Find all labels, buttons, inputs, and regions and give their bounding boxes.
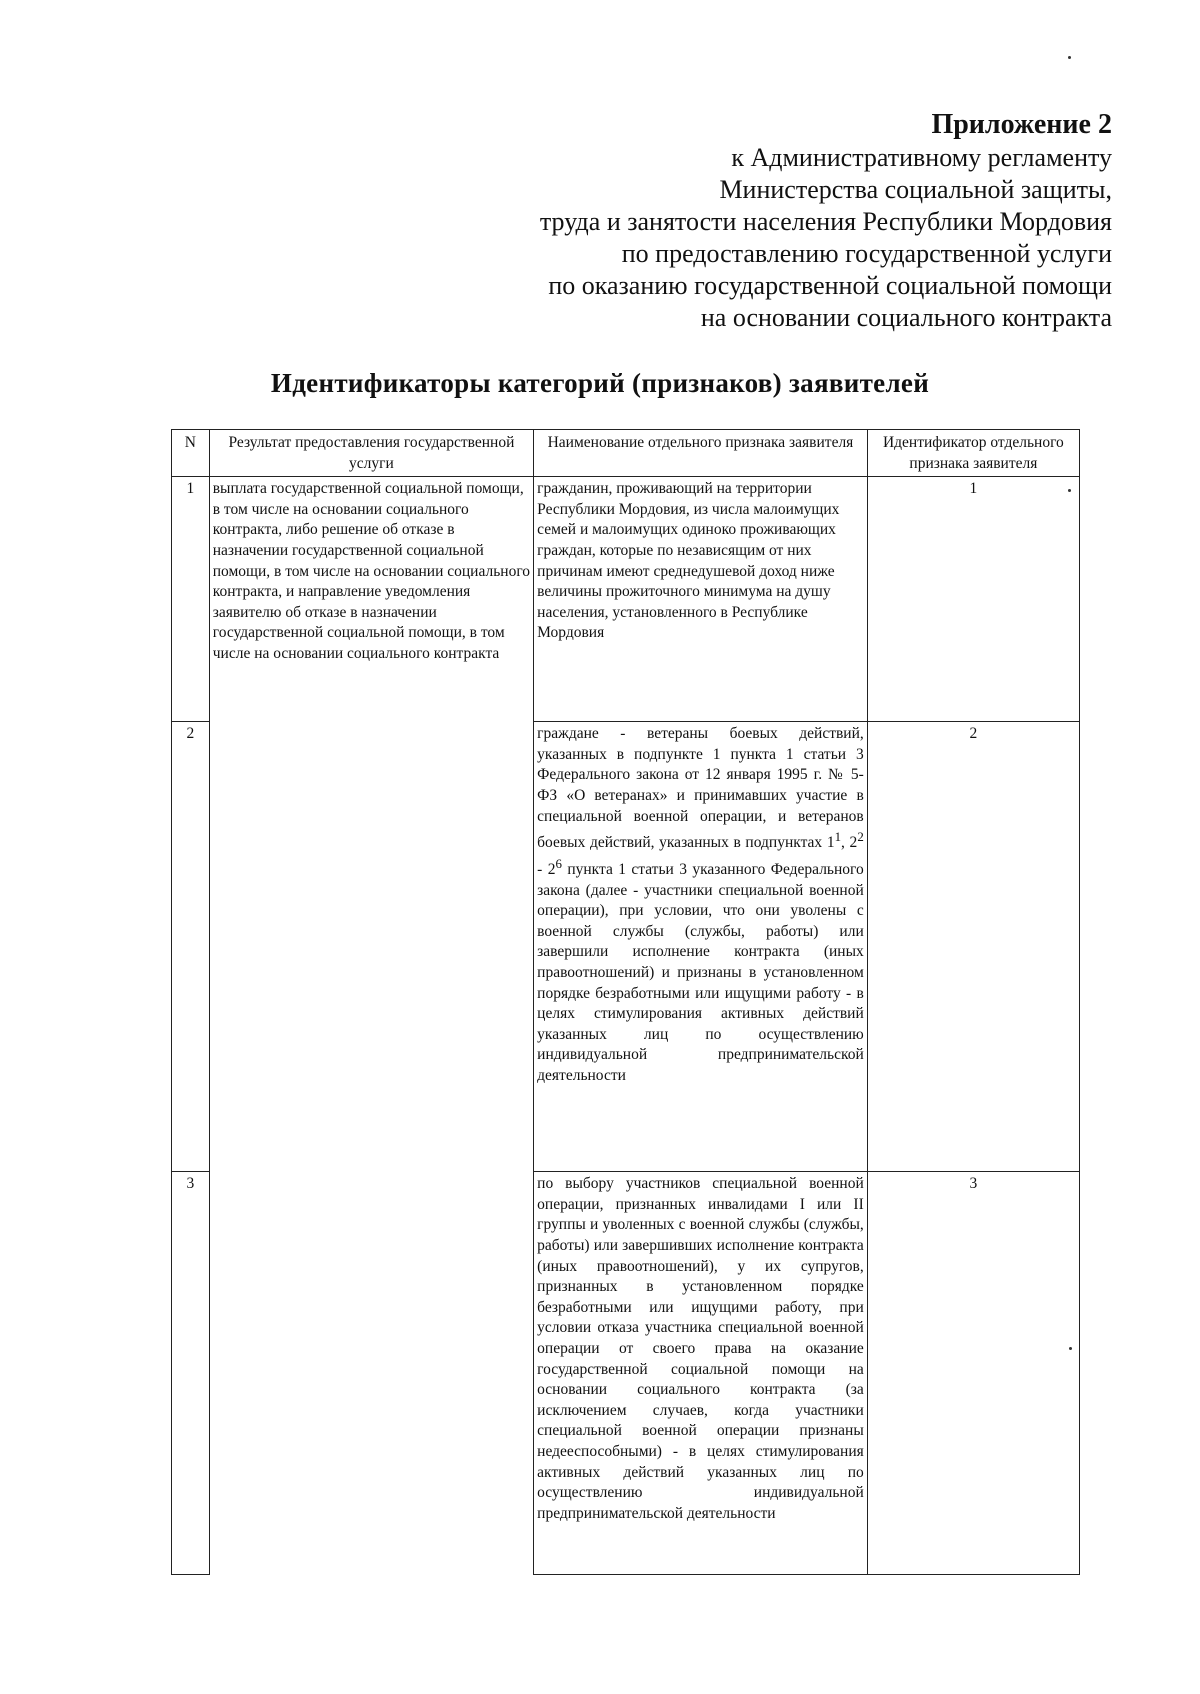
feature-name-text: , 2 xyxy=(841,834,858,852)
superscript: 2 xyxy=(857,829,864,845)
header-name: Наименование отдельного признака заявителя xyxy=(534,430,868,477)
table-header-row xyxy=(172,430,1080,477)
result-cell xyxy=(209,477,533,1575)
row-number: 1 xyxy=(172,477,210,722)
result-text: выплата государственной социальной помощи, в том числе на основании социального контракта, либо решение об отказе в назначении государственной социальной помощи, в том числе на основании социального контракта, и направление уведомления заявителю об отказе в назначении государственной социальной помощи, в том числе на основании социального контракта xyxy=(212,480,531,662)
appendix-line-1: к Административному регламенту xyxy=(731,143,1112,172)
appendix-line-6: на основании социального контракта xyxy=(700,303,1112,332)
appendix-title: Приложение 2 xyxy=(931,109,1112,140)
identifier-cell: 1 xyxy=(867,477,1079,722)
feature-name-text: граждане - ветераны боевых действий, указанных в подпункте 1 пункта 1 статьи 3 Федерального закона от 12 января 1995 г. № 5-ФЗ «О ветеранах» и принимавших участие в специальной военной операции, и ветеранов боевых действий, указанных в подпунктах 1 xyxy=(537,725,864,852)
feature-name-text: пункта 1 статьи 3 указанного Федерального закона (далее - участники специальной военной операции), при условии, что они уволены с военной службы (службы, работы) или завершили исполнение контракта (иных правоотношений) и признаны в установленном порядке безработными или ищущими работу - в целях стимулирования активных действий указанных лиц по осуществлению индивидуальной предпринимательской деятельности xyxy=(537,861,864,1084)
superscript: 6 xyxy=(555,855,562,871)
feature-name-cell xyxy=(534,722,868,1172)
superscript: 1 xyxy=(834,829,842,845)
scan-speck xyxy=(1069,1347,1072,1350)
scan-speck xyxy=(1068,489,1071,492)
header-id: Идентификатор отдельного признака заявителя xyxy=(867,430,1079,477)
feature-name-cell: по выбору участников специальной военной операции, признанных инвалидами I или II группы и уволенных с военной службы (службы, работы) или завершивших исполнение контракта (иных правоотношений), у их супругов, признанных в установленном порядке безработными или ищущими работу, при условии отказа участника специальной военной операции от своего права на оказание государственной социальной помощи на основании социального контракта (за исключением случаев, когда участники специальной военной операции признаны недееспособными) - в целях стимулирования активных действий указанных лиц по осуществлению индивидуальной предпринимательской деятельности xyxy=(534,1172,868,1575)
appendix-line-4: по предоставлению государственной услуги xyxy=(621,239,1112,268)
identifiers-table xyxy=(171,429,1080,1575)
table-row xyxy=(172,477,1080,722)
appendix-line-5: по оказанию государственной социальной помощи xyxy=(548,271,1112,300)
row-number: 3 xyxy=(172,1172,210,1575)
document-title: Идентификаторы категорий (признаков) заявителей xyxy=(270,368,930,398)
feature-name-cell: гражданин, проживающий на территории Республики Мордовия, из числа малоимущих семей и малоимущих одиноко проживающих граждан, которые по независящим от них причинам имеют среднедушевой доход ниже величины прожиточного минимума на душу населения, установленного в Республике Мордовия xyxy=(534,477,868,722)
appendix-line-2: Министерства социальной защиты, xyxy=(719,175,1112,204)
header-n: N xyxy=(172,430,210,477)
identifier-cell: 3 xyxy=(867,1172,1079,1575)
row-number: 2 xyxy=(172,722,210,1172)
identifier-cell: 2 xyxy=(867,722,1079,1172)
scan-speck xyxy=(1068,56,1071,59)
appendix-line-3: труда и занятости населения Республики Мордовия xyxy=(539,207,1112,236)
feature-name-text: - 2 xyxy=(537,861,556,879)
appendix-header xyxy=(480,108,1112,334)
header-result: Результат предоставления государственной услуги xyxy=(209,430,533,477)
